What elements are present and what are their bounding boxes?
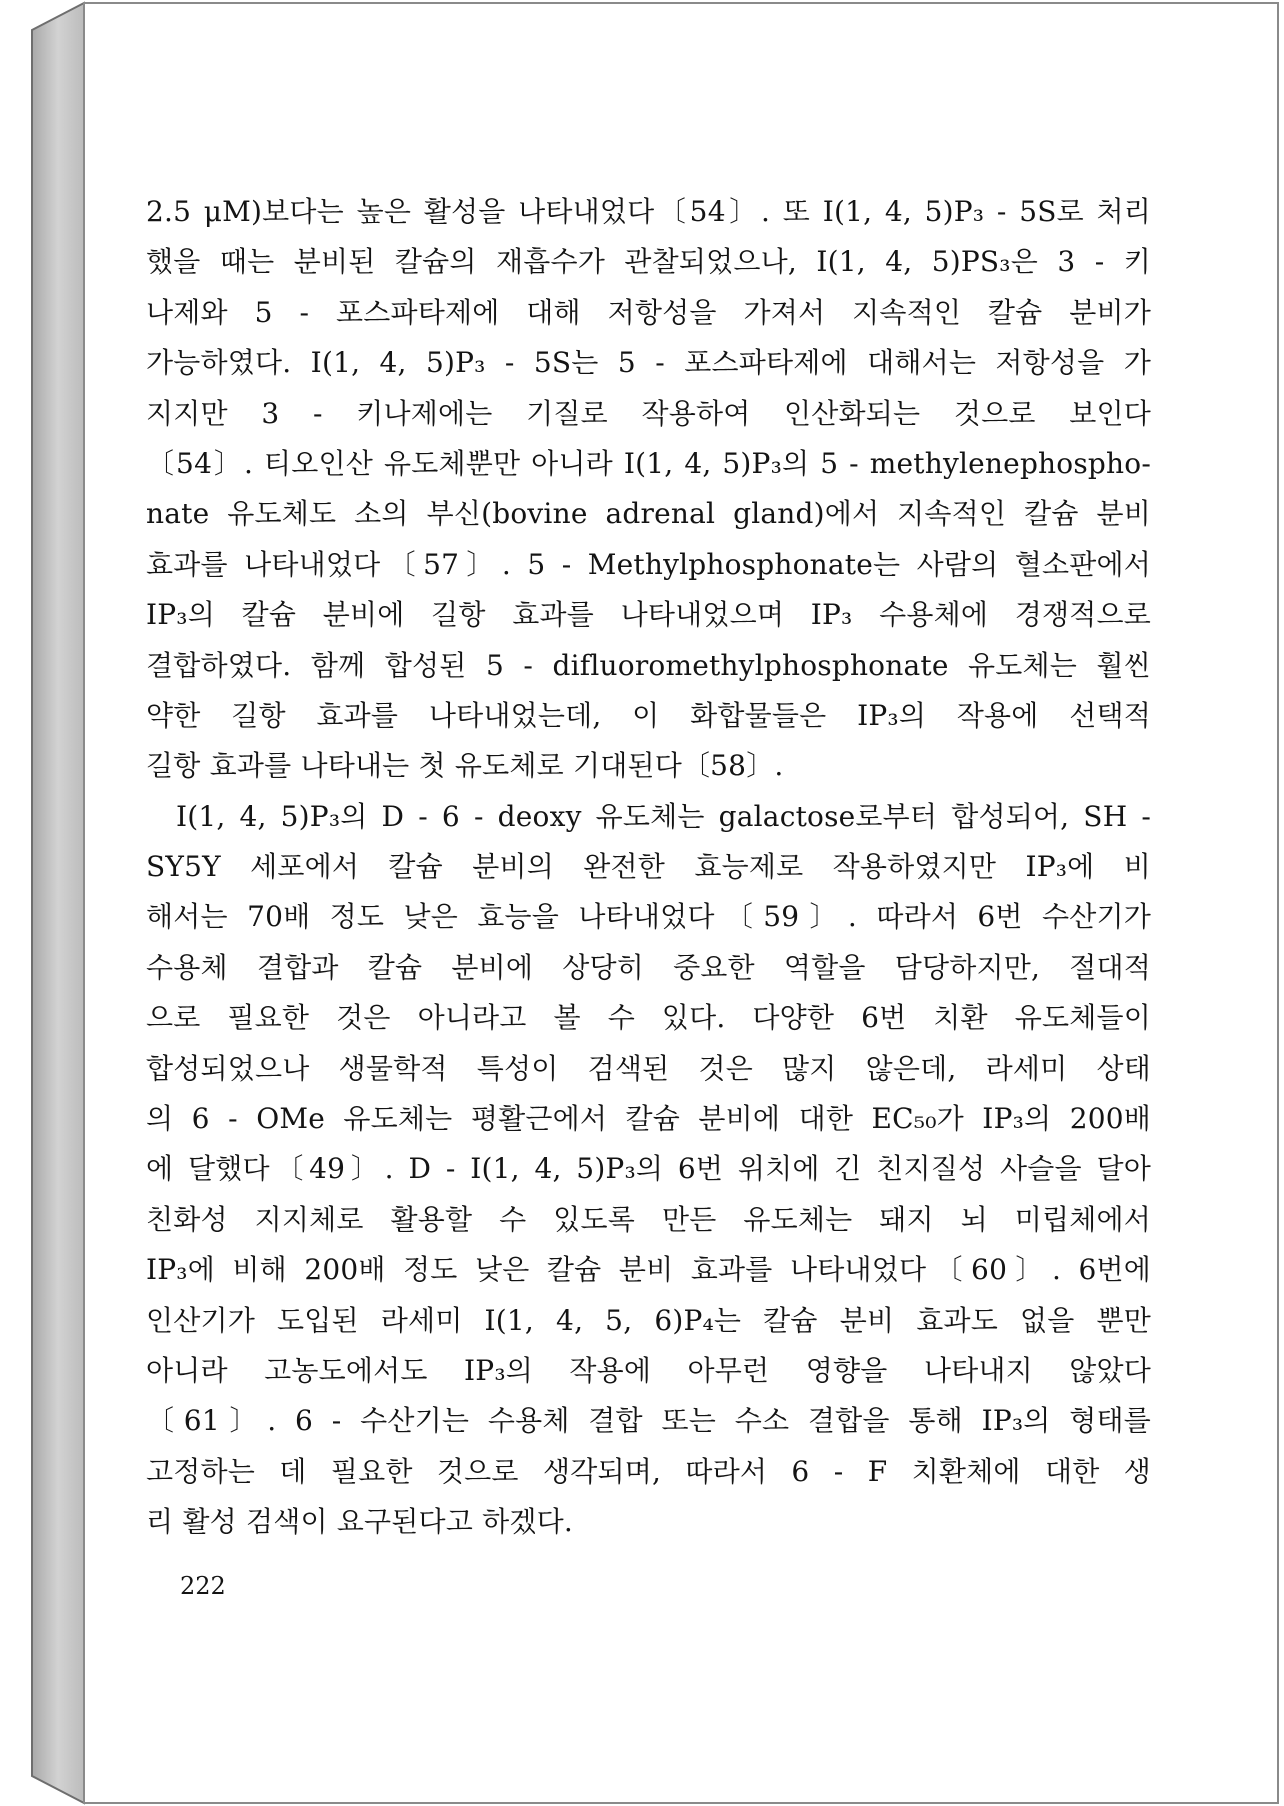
text-line: 친화성 지지체로 활용할 수 있도록 만든 유도체는 돼지 뇌 미립체에서 <box>146 1202 1151 1236</box>
text-line: 으로 필요한 것은 아니라고 볼 수 있다. 다양한 6번 치환 유도체들이 <box>146 1001 1151 1035</box>
text-line: IP₃의 칼슘 분비에 길항 효과를 나타내었으며 IP₃ 수용체에 경쟁적으로 <box>146 598 1151 632</box>
text-line: 가능하였다. I(1, 4, 5)P₃ - 5S는 5 - 포스파타제에 대해서는 저항성을 가 <box>146 346 1151 380</box>
text-line: 아니라 고농도에서도 IP₃의 작용에 아무런 영향을 나타내지 않았다 <box>146 1353 1151 1387</box>
text-line: IP₃에 비해 200배 정도 낮은 칼슘 분비 효과를 나타내었다〔60〕. 6번에 <box>146 1253 1151 1287</box>
page-number: 222 <box>180 1572 226 1600</box>
body-text <box>146 187 1151 1548</box>
text-line: 지지만 3 - 키나제에는 기질로 작용하여 인산화되는 것으로 보인다 <box>146 396 1151 430</box>
text-line: 인산기가 도입된 라세미 I(1, 4, 5, 6)P₄는 칼슘 분비 효과도 없을 뿐만 <box>146 1303 1151 1337</box>
text-line: 고정하는 데 필요한 것으로 생각되며, 따라서 6 - F 치환체에 대한 생 <box>146 1454 1151 1488</box>
text-line: 〔61〕. 6 - 수산기는 수용체 결합 또는 수소 결합을 통해 IP₃의 형태를 <box>146 1404 1151 1438</box>
text-line: 결합하였다. 함께 합성된 5 - difluoromethylphosphonate 유도체는 훨씬 <box>146 648 1151 682</box>
text-line: 길항 효과를 나타내는 첫 유도체로 기대된다〔58〕. <box>146 749 784 783</box>
text-line: 수용체 결합과 칼슘 분비에 상당히 중요한 역할을 담당하지만, 절대적 <box>146 950 1151 984</box>
text-line: 리 활성 검색이 요구된다고 하겠다. <box>146 1505 573 1539</box>
text-line: 효과를 나타내었다〔57〕. 5 - Methylphosphonate는 사람의 혈소판에서 <box>146 547 1151 581</box>
text-line: 약한 길항 효과를 나타내었는데, 이 화합물들은 IP₃의 작용에 선택적 <box>146 698 1151 732</box>
text-line: 에 달했다〔49〕. D - I(1, 4, 5)P₃의 6번 위치에 긴 친지질성 사슬을 달아 <box>146 1152 1151 1186</box>
text-line: 2.5 μM)보다는 높은 활성을 나타내었다〔54〕. 또 I(1, 4, 5)P₃ - 5S로 처리 <box>146 195 1151 228</box>
text-line: 나제와 5 - 포스파타제에 대해 저항성을 가져서 지속적인 칼슘 분비가 <box>146 295 1151 329</box>
text-line: 해서는 70배 정도 낮은 효능을 나타내었다〔59〕. 따라서 6번 수산기가 <box>146 900 1151 934</box>
text-line: 합성되었으나 생물학적 특성이 검색된 것은 많지 않은데, 라세미 상태 <box>146 1051 1151 1085</box>
text-line: nate 유도체도 소의 부신(bovine adrenal gland)에서 지속적인 칼슘 분비 <box>146 497 1151 531</box>
text-line: 〔54〕. 티오인산 유도체뿐만 아니라 I(1, 4, 5)P₃의 5 - methylenephospho- <box>146 446 1151 480</box>
text-line: 의 6 - OMe 유도체는 평활근에서 칼슘 분비에 대한 EC₅₀가 IP₃의 200배 <box>146 1102 1151 1136</box>
book-spine <box>32 3 84 1803</box>
text-line: 했을 때는 분비된 칼슘의 재흡수가 관찰되었으나, I(1, 4, 5)PS₃은 3 - 키 <box>146 245 1151 279</box>
text-line: SY5Y 세포에서 칼슘 분비의 완전한 효능제로 작용하였지만 IP₃에 비 <box>146 850 1151 884</box>
text-line: I(1, 4, 5)P₃의 D - 6 - deoxy 유도체는 galactose로부터 합성되어, SH - <box>176 799 1151 833</box>
